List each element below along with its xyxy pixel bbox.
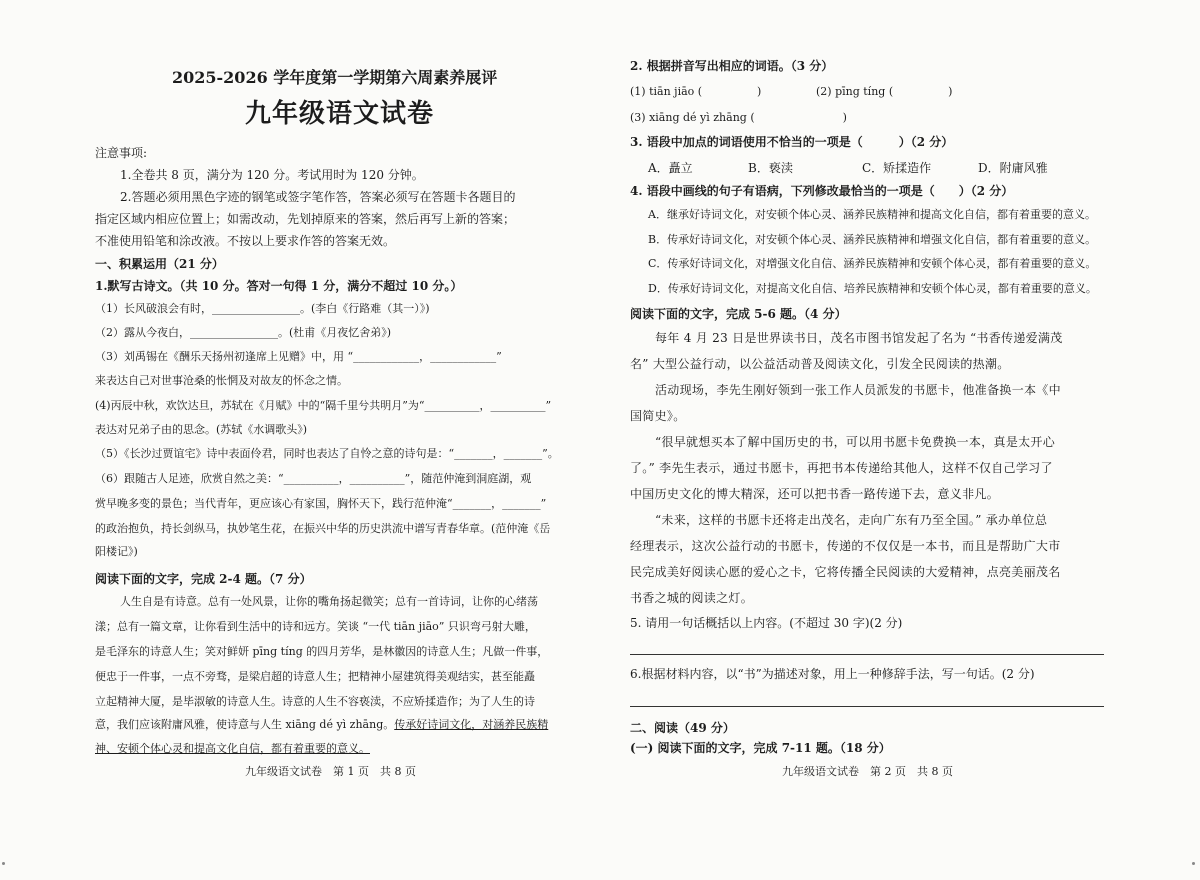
note-1: 1.全卷共 8 页，满分为 120 分。考试用时为 120 分钟。 — [120, 168, 424, 182]
q5-answer-line[interactable] — [630, 654, 1104, 655]
reading-2-line-5: “很早就想买本了解中国历史的书，可以用书愿卡免费换一本，真是太开心 — [655, 435, 1056, 449]
q2-item-2: (2) pīng tíng ( ) — [816, 85, 953, 98]
reading-2-line-2: 名” 大型公益行动，以公益活动普及阅读文化，引发全民阅读的热潮。 — [630, 357, 1010, 371]
q1-item-6-line-4: 阳楼记》) — [95, 545, 138, 558]
q2-item-1: (1) tiān jiāo ( ) — [630, 85, 762, 98]
page-1-footer: 九年级语文试卷 第 1 页 共 8 页 — [245, 765, 416, 778]
section-2-heading: 二、阅读（49 分） — [630, 721, 735, 735]
reading-2-line-11: 书香之城的阅读之灯。 — [630, 591, 754, 605]
reading-2-line-1: 每年 4 月 23 日是世界读书日，茂名市图书馆发起了名为 “书香传递爱满茂 — [655, 331, 1063, 345]
reading-2-line-7: 中国历史文化的博大精深，还可以把书香一路传递下去，意义非凡。 — [630, 487, 1000, 501]
exam-header: 2025-2026 学年度第一学期第六周素养展评 — [172, 68, 498, 87]
q3-option-d: D．附庸风雅 — [978, 161, 1048, 175]
q4-option-a: A．继承好诗词文化，对安顿个体心灵、涵养民族精神和提高文化自信，都有着重要的意义。 — [648, 208, 1096, 221]
reading-2-line-3: 活动现场，李先生刚好领到一张工作人员派发的书愿卡，他准备换一本《中 — [655, 383, 1061, 397]
q1-item-6-line-2: 赏早晚多变的景色；当代青年，更应该心有家国，胸怀天下，践行范仲淹“_______，_______” — [95, 497, 547, 510]
reading-section-1-title: (一) 阅读下面的文字，完成 7-11 题。（18 分） — [630, 741, 891, 755]
underlined-sentence-part-1: 传承好诗词文化，对涵养民族精 — [394, 718, 549, 731]
reading-1-line-2: 漾；总有一篇文章，让你看到生活中的诗和远方。笑谈 “一代 tiān jiāo” 只识弯弓射大雕， — [95, 620, 536, 633]
q1-item-3-line-1: （3）刘禹锡在《酬乐天扬州初逢席上见赠》中，用 “____________，____________” — [95, 350, 502, 363]
question-5-title: 5. 请用一句话概括以上内容。(不超过 30 字)(2 分) — [630, 616, 903, 630]
q1-item-3-line-2: 来表达自己对世事沧桑的怅惘及对故友的怀念之情。 — [95, 374, 348, 387]
notes-heading: 注意事项: — [95, 146, 148, 160]
section-1-heading: 一、积累运用（21 分） — [95, 257, 224, 271]
q3-option-c: C．矫揉造作 — [862, 161, 932, 175]
q6-answer-line[interactable] — [630, 706, 1104, 707]
q1-item-2: （2）露从今夜白，________________。(杜甫《月夜忆舍弟》) — [95, 326, 392, 339]
exam-page-2 — [600, 0, 1200, 880]
question-3-title: 3. 语段中加点的词语使用不恰当的一项是（ ）（2 分） — [630, 135, 954, 149]
reading-2-title: 阅读下面的文字，完成 5-6 题。（4 分） — [630, 307, 847, 321]
q3-option-b: B．亵渎 — [748, 161, 793, 175]
note-2-line-2: 指定区域内相应位置上；如需改动，先划掉原来的答案，然后再写上新的答案； — [95, 212, 516, 226]
question-2-title: 2. 根据拼音写出相应的词语。（3 分） — [630, 59, 834, 73]
reading-1-line-6 — [95, 717, 548, 732]
q1-item-5: （5）《长沙过贾谊宅》诗中表面伶君，同时也表达了自怜之意的诗句是：“_______，_______”。 — [95, 447, 559, 460]
reading-2-line-9: 经理表示，这次公益行动的书愿卡，传递的不仅仅是一本书，而且是帮助广大市 — [630, 539, 1061, 553]
reading-1-line-5: 立起精神大厦，是毕淑敏的诗意人生。诗意的人生不容亵渎，不应矫揉造作；为了人生的诗 — [95, 695, 535, 708]
q4-option-b: B．传承好诗词文化，对安顿个体心灵、涵养民族精神和增强文化自信，都有着重要的意义。 — [648, 233, 1097, 246]
q2-item-3: (3) xiāng dé yì zhāng ( ) — [630, 111, 847, 124]
q1-item-4-line-1: (4)丙辰中秋，欢饮达旦，苏轼在《月赋》中的“隔千里兮共明月”为“__________，__________” — [95, 399, 552, 412]
reading-1-line-3: 是毛泽东的诗意人生；笑对鲜妍 pīng tíng 的四月芳华，是林徽因的诗意人生；凡做一件事， — [95, 645, 549, 658]
q1-item-4-line-2: 表达对兄弟子由的思念。(苏轼《水调歌头》) — [95, 423, 308, 436]
reading-2-line-4: 国简史》。 — [630, 409, 686, 423]
reading-1-line-4: 便忠于一件事，一点不旁骛，是梁启超的诗意人生；把精神小屋建筑得美观结实，甚至能矗 — [95, 670, 535, 683]
scan-speck — [1192, 862, 1195, 865]
reading-2-line-10: 民完成美好阅读心愿的爱心之卡，它将传播全民阅读的大爱精神，点亮美丽茂名 — [630, 565, 1061, 579]
q3-option-a: A．矗立 — [648, 161, 693, 175]
page-2-footer: 九年级语文试卷 第 2 页 共 8 页 — [782, 765, 953, 778]
q1-item-1: （1）长风破浪会有时，________________。(李白《行路难（其一）》) — [95, 302, 430, 315]
reading-2-line-6: 了。” 李先生表示，通过书愿卡，再把书本传递给其他人，这样不仅自己学习了 — [630, 461, 1053, 475]
q1-item-6-line-1: （6）跟随古人足迹，欣赏自然之美：“__________，__________”，随范仲淹到洞庭湖，观 — [95, 472, 532, 485]
scan-speck — [2, 862, 5, 865]
question-1-title: 1.默写古诗文。（共 10 分。答对一句得 1 分，满分不超过 10 分。） — [95, 279, 463, 293]
q1-item-6-line-3: 的政治抱负，持长剑纵马，执妙笔生花，在振兴中华的历史洪流中谱写青春华章。(范仲淹《岳 — [95, 522, 551, 535]
reading-1-title: 阅读下面的文字，完成 2-4 题。（7 分） — [95, 572, 312, 586]
note-2-line-3: 不准使用铅笔和涂改液。不按以上要求作答的答案无效。 — [95, 234, 396, 248]
exam-title: 九年级语文试卷 — [245, 99, 435, 129]
reading-1-line-1: 人生自是有诗意。总有一处风景，让你的嘴角扬起微笑；总有一首诗词，让你的心绪荡 — [120, 595, 538, 608]
reading-2-line-8: “未来，这样的书愿卡还将走出茂名，走向广东有乃至全国。” 承办单位总 — [655, 513, 1048, 527]
q4-option-d: D．传承好诗词文化，对提高文化自信、培养民族精神和安顿个体心灵，都有着重要的意义。 — [648, 282, 1097, 295]
question-6-title: 6.根据材料内容，以“书”为描述对象，用上一种修辞手法，写一句话。(2 分) — [630, 667, 1035, 681]
reading-1-line-6-text: 意，我们应该附庸风雅，使诗意与人生 xiāng dé yì zhāng。 — [95, 718, 395, 731]
q4-option-c: C．传承好诗词文化，对增强文化自信、涵养民族精神和安顿个体心灵，都有着重要的意义。 — [648, 257, 1097, 270]
note-2-line-1: 2.答题必须用黑色字迹的钢笔或签字笔作答，答案必须写在答题卡各题目的 — [120, 190, 516, 204]
underlined-sentence-part-2: 神、安顿个体心灵和提高文化自信，都有着重要的意义。 — [95, 742, 370, 755]
question-4-title: 4. 语段中画线的句子有语病，下列修改最恰当的一项是（ ）（2 分） — [630, 184, 1014, 198]
